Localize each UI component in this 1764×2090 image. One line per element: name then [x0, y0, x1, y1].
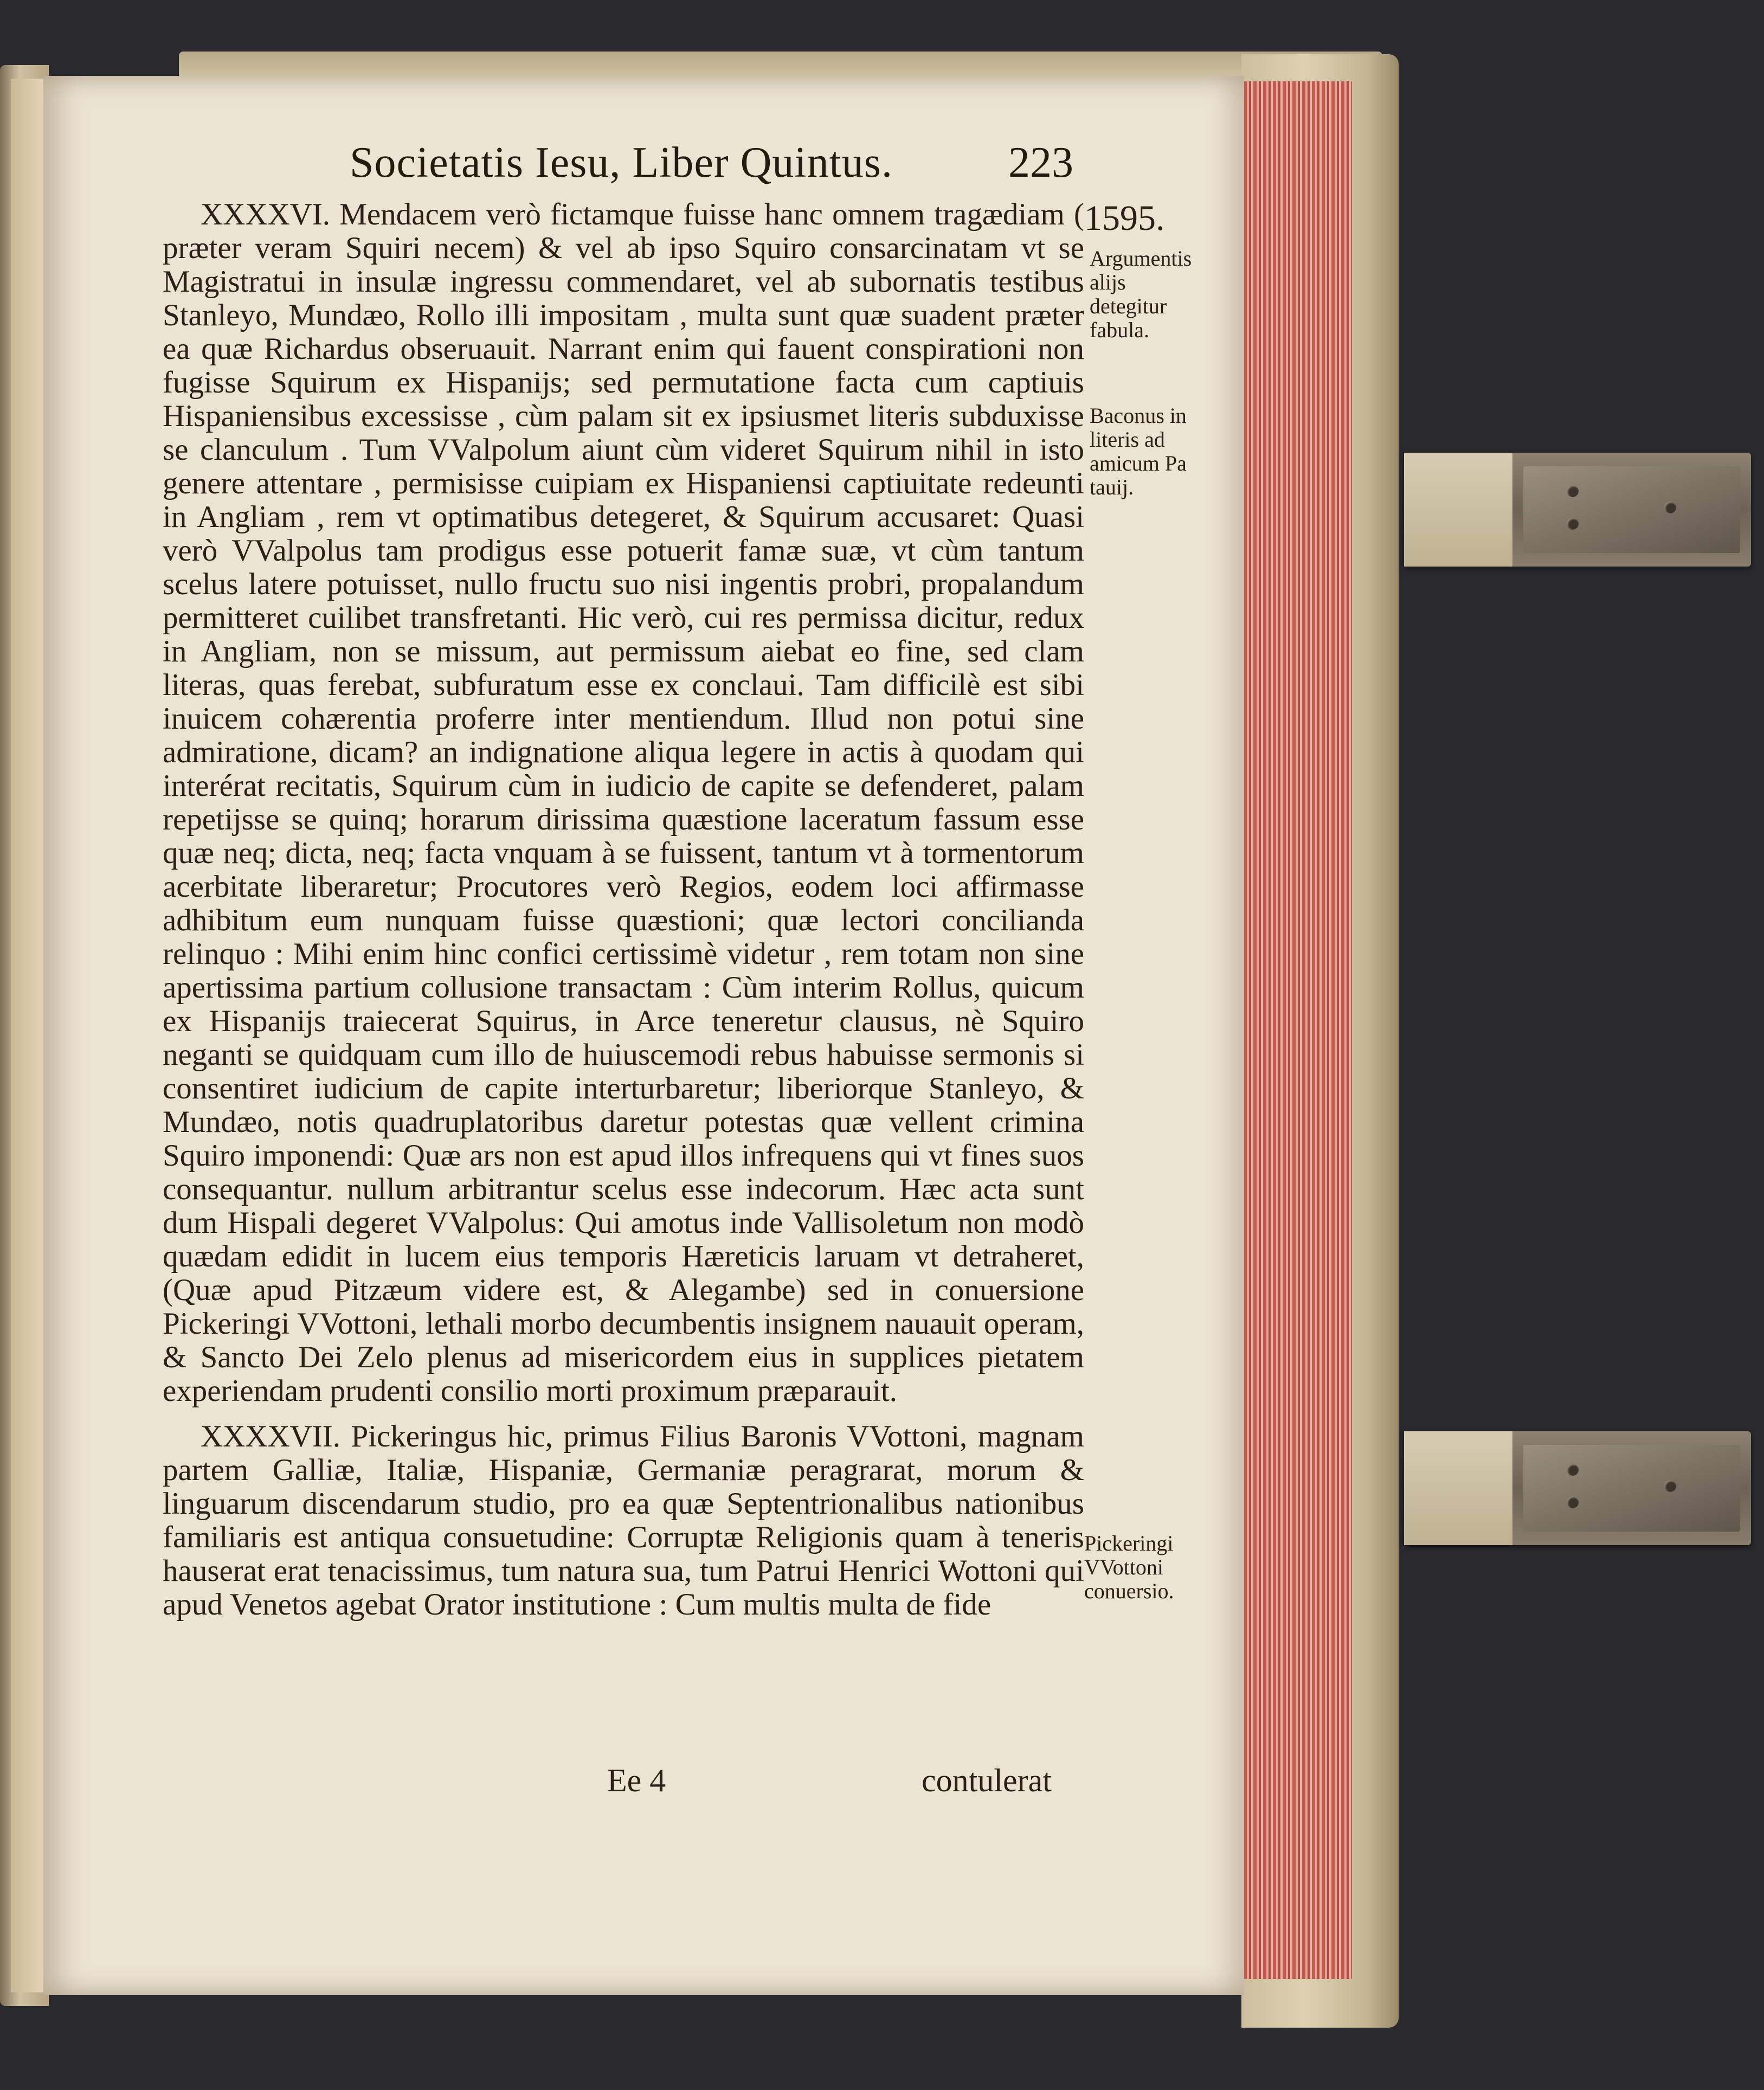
clasp-strap — [1404, 1431, 1512, 1545]
year-marker: 1595. — [1084, 198, 1165, 238]
paragraph-47: XXXXVII. Pickeringus hic, primus Filius Baronis VVottoni, magnam partem Galliæ, Italiæ, Hispaniæ, Germaniæ peragrarat, morum & linguarum discendarum studio, pro ea quæ Septentrionalibus nationibus familiaris est antiqua consuetudine: Corruptæ Religionis quam à teneris hauserat erat tenacissimus, tum natura sua, tum Patrui Henrici Wottoni qui apud Venetos agebat Orator institutione : Cum multis multa de fide — [163, 1419, 1084, 1622]
catchword: contulerat — [922, 1763, 1052, 1798]
rivet-icon — [1664, 501, 1676, 513]
rivet-icon — [1567, 1464, 1579, 1476]
rivet-icon — [1567, 485, 1579, 497]
clasp-plate — [1523, 466, 1740, 553]
signature-mark: Ee 4 — [607, 1763, 666, 1798]
running-header — [0, 138, 1764, 203]
margin-note-1: Argumentis alijs detegitur fabula. — [1090, 246, 1192, 342]
red-page-edges — [1241, 81, 1352, 1979]
rivet-icon — [1664, 1480, 1676, 1492]
lower-clasp — [1404, 1431, 1751, 1545]
body-text — [163, 198, 1084, 1622]
rivet-icon — [1567, 518, 1579, 530]
margin-note-3: Pickeringi VVottoni conuersio. — [1084, 1531, 1174, 1603]
upper-clasp — [1404, 453, 1751, 567]
page-number: 223 — [1008, 139, 1073, 187]
clasp-strap — [1404, 453, 1512, 567]
paragraph-46: XXXXVI. Mendacem verò fictamque fuisse hanc omnem tragædiam ( præter veram Squiri necem) & vel ab ipso Squiro consarcinatam vt se Magistratui in insulæ ingressu commendaret, vel ab subornatis testibus Stanleyo, Mundæo, Rollo illi impositam , multa sunt quæ suadent præter ea quæ Richardus obseruauit. Narrant enim qui fauent conspirationi non fugisse Squirum ex Hispanijs; sed permutatione facta cum captiuis Hispaniensibus excessisse , cùm palam sit ex ipsiusmet literis subduxisse se clanculum . Tum VValpolum aiunt cùm videret Squirum nihil in isto genere attentare , permisisse cuipiam ex Hispaniensi captiuitate redeunti in Angliam , rem vt optimatibus detegeret, & Squirum accusaret: Quasi verò VValpolus tam prodigus esse potuerit famæ suæ, vt cùm tantum scelus latere potuisset, nullo fructu suo nisi ingentis probri, propalandum permitteret cuilibet transfretanti. Hic verò, cui res permissa dicitur, redux in Angliam, non se missum, aut permissum aiebat eo fine, sed clam literas, quas ferebat, subfuratum esse ex conclaui. Tam difficilè est sibi inuicem cohærentia proferre inter mentiendum. Illud non potui sine admiratione, dicam? an indignatione aliqua legere in actis à quodam qui interérat recitatis, Squirum cùm in iudicio de capite se defenderet, palam repetijsse se quinq; horarum dirissima quæstione laceratum fassum esse quæ neq; dicta, neq; facta vnquam à se fuissent, tantum vt à tormentorum acerbitate liberaretur; Procutores verò Regios, eodem loci affirmasse adhibitum eum nunquam fuisse quæstioni; quæ lectori concilianda relinquo : Mihi enim hinc confici certissimè videtur , rem totam non sine apertissima partium collusione transactam : Cùm interim Rollus, quicum ex Hispanijs traiecerat Squirus, in Arce teneretur clausus, nè Squiro neganti se quidquam cum illo de huiuscemodi rebus habuisse sermonis si consentiret iudicium de capite interturbaretur; liberiorque Stanleyo, & Mundæo, notis quadruplatoribus daretur potestas quæ vellent crimina Squiro imponendi: Quæ ars non est apud illos infrequens qui vt fines suos consequantur. nullum arbitrantur scelus esse indecorum. Hæc acta sunt dum Hispali degeret VValpolus: Qui amotus inde Vallisoletum non modò quædam edidit in lucem eius temporis Hæreticis laruam vt detraheret, (Quæ apud Pitzæum videre est, & Alegambe) sed in conuersione Pickeringi VVottoni, lethali morbo decumbentis insignem nauauit operam, & Sancto Dei Zelo plenus ad misericordem eius in supplices pietatem experiendam prudenti consilio morti proximum præparauit. — [163, 197, 1084, 1408]
rivet-icon — [1567, 1496, 1579, 1508]
margin-note-2: Baconus in literis ad amicum Pa tauij. — [1090, 403, 1187, 499]
clasp-plate — [1523, 1445, 1740, 1532]
page-title: Societatis Iesu, Liber Quintus. — [350, 139, 893, 187]
